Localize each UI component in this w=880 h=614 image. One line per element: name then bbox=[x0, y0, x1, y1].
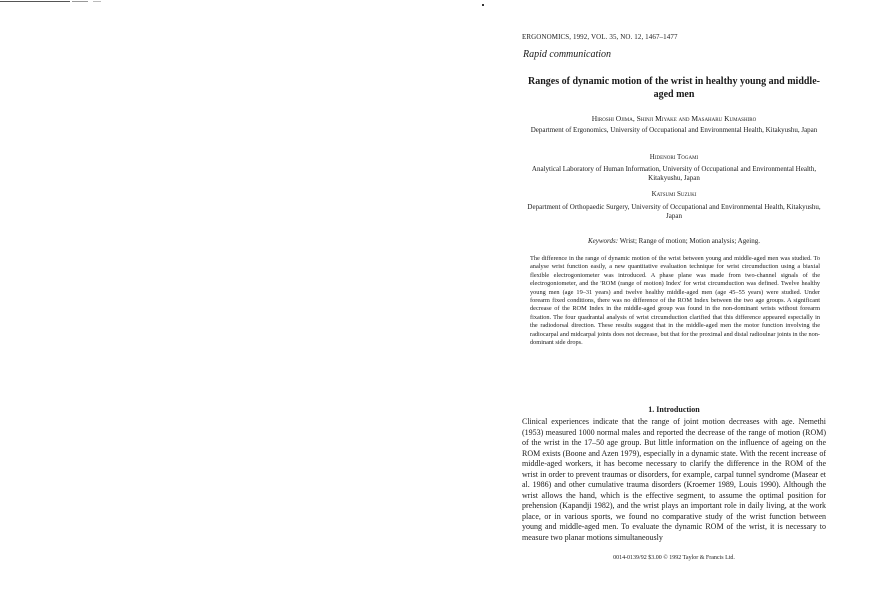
body-text: Clinical experiences indicate that the range of joint motion decreases with age. Nemethi (1953) measured 1000 normal males and reported the decrease of the range of motion (ROM) of the wrist in the 17–50 age group. But little information on the influence of ageing on the ROM exists (Boone and Azen 1979), especially in a dynamic state. With the recent increase of middle-aged workers, it has become necessary to clarify the difference in the ROM of the wrist in order to prevent traumas or disorders, for example, carpal tunnel syndrome (Masear et al. 1986) and other cumulative trauma disorders (Kroemer 1989, Louis 1990). Although the wrist allows the hand, which is the effective segment, to assume the optimal position for prehension (Kapandji 1982), and the wrist plays an important role in daily living, at the work place, or in various sports, we found no comparative study of the wrist function between young and middle-aged men. To evaluate the dynamic ROM of the wrist, it is necessary to measure two planar motions simultaneously bbox=[522, 417, 826, 542]
copyright-footer: 0014-0139/92 $3.00 © 1992 Taylor & Francis Ltd. bbox=[613, 555, 735, 561]
section-heading: 1. Introduction bbox=[648, 405, 700, 414]
scan-mark bbox=[0, 1, 70, 2]
scan-dot bbox=[482, 4, 484, 6]
article-title: Ranges of dynamic motion of the wrist in healthy young and middle-aged men bbox=[528, 76, 820, 100]
affiliation: Analytical Laboratory of Human Information, University of Occupational and Environmental Health, Kitakyushu, Japan bbox=[531, 165, 817, 182]
article-page bbox=[508, 0, 826, 614]
journal-citation: ERGONOMICS, 1992, VOL. 35, NO. 12, 1467–1477 bbox=[522, 33, 678, 41]
keywords-line bbox=[522, 237, 826, 246]
author-list: Hiroshi Ojima, Shinji Miyake and Masaharu Kumashiro bbox=[591, 114, 757, 123]
affiliation: Department of Orthopaedic Surgery, University of Occupational and Environmental Health, Kitakyushu, Japan bbox=[527, 203, 821, 220]
author-name: Katsumi Suzuki bbox=[651, 190, 697, 198]
section-label: Rapid communication bbox=[523, 49, 612, 60]
keywords-label: Keywords: bbox=[588, 237, 619, 245]
affiliation: Department of Ergonomics, University of Occupational and Environmental Health, Kitakyushu, Japan bbox=[530, 126, 818, 134]
scan-mark bbox=[93, 1, 101, 2]
keywords-text: Wrist; Range of motion; Motion analysis; Ageing. bbox=[619, 237, 760, 245]
scan-mark bbox=[72, 1, 88, 2]
abstract: The difference in the range of dynamic motion of the wrist between young and middle-aged men was studied. To analyse wrist function easily, a new quantitative evaluation technique for wrist circumduction using a biaxial flexible electrogoniometer was introduced. A phase plane was made from two-channel signals of the electrogoniometer, and the 'ROM (range of motion) Index' for wrist circumduction was defined. Twelve healthy young men (age 19–31 years) and twelve healthy middle-aged men (age 45–55 years) were studied. Under forearm fixed conditions, there was no difference of the ROM Index between the two age groups. A significant decrease of the ROM Index in the middle-aged group was found in the non-dominant wrists without forearm fixation. The four quadrantal analysis of wrist circumduction clarified that this difference appeared especially in the radiodorsal direction. These results suggest that in the middle-aged men the motor function involving the radiocarpal and midcarpal joints does not decrease, but that for the proximal and distal radioulnar joints in the non-dominant side drops. bbox=[530, 255, 820, 347]
author-name: Hidenori Togami bbox=[649, 153, 699, 161]
